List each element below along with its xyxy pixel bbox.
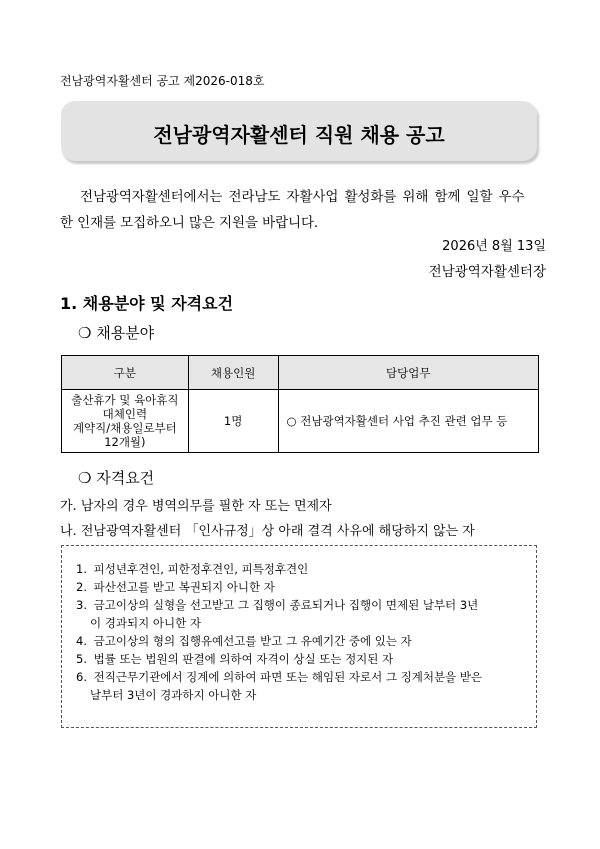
column-header-duty: 담당업무 <box>278 356 538 390</box>
table-row <box>62 390 539 453</box>
page-title: 전남광역자활센터 직원 채용 공고 <box>153 123 445 147</box>
column-header-category: 구분 <box>62 356 189 390</box>
requirement-item-ga: 가. 남자의 경우 병역의무를 필한 자 또는 면제자 <box>60 499 332 514</box>
requirements-heading: ❍ 자격요건 <box>78 469 155 487</box>
list-item-continuation: 날부터 3년이 경과하지 아니한 자 <box>90 688 257 702</box>
list-item: 5. 법률 또는 법원의 판결에 의하여 자격이 상실 또는 정지된 자 <box>76 652 394 666</box>
disqualification-list <box>76 560 482 704</box>
category-cell <box>62 390 189 453</box>
document-number: 전남광역자활센터 공고 제2026-018호 <box>60 74 265 88</box>
list-item: 6. 전직근무기관에서 징계에 의하여 파면 또는 해임된 자로서 그 징계처분을 받은 <box>76 670 483 684</box>
announcement-date: 2026년 8월 13일 <box>442 239 546 254</box>
intro-line-2: 한 인재를 모집하오니 많은 지원을 바랍니다. <box>60 215 319 231</box>
requirement-item-na: 나. 전남광역자활센터 「인사규정」상 아래 결격 사유에 해당하지 않는 자 <box>60 524 475 539</box>
list-item-continuation: 이 경과되지 아니한 자 <box>90 616 201 630</box>
list-item: 3. 금고이상의 실형을 선고받고 그 집행이 종료되거나 집행이 면제된 날부터 3년 <box>76 598 479 612</box>
disqualification-box <box>61 545 537 728</box>
duty-cell: ○ 전남광역자활센터 사업 추진 관련 업무 등 <box>278 390 538 453</box>
list-item: 1. 피성년후견인, 피한정후견인, 피특정후견인 <box>76 562 309 576</box>
positions-table <box>61 355 539 453</box>
headcount-cell: 1명 <box>188 390 278 453</box>
section-heading: 1. 채용분야 및 자격요건 <box>60 294 234 313</box>
list-item: 2. 파산선고를 받고 복권되지 아니한 자 <box>76 580 275 594</box>
list-item: 4. 금고이상의 형의 집행유예선고를 받고 그 유예기간 중에 있는 자 <box>76 634 412 648</box>
column-header-headcount: 채용인원 <box>188 356 278 390</box>
category-line: 대체인력 <box>102 407 148 421</box>
title-banner <box>61 101 537 161</box>
signer: 전남광역자활센터장 <box>428 264 546 280</box>
intro-line-1: 전남광역자활센터에서는 전라남도 자활사업 활성화를 위해 함께 일할 우수 <box>80 189 525 205</box>
category-line: 12개월) <box>104 435 146 449</box>
category-line: 출산휴가 및 육아휴직 <box>71 393 179 407</box>
category-line: 계약직/채용일로부터 <box>72 421 177 435</box>
table-header-row <box>62 356 539 390</box>
positions-heading: ❍ 채용분야 <box>78 324 155 342</box>
